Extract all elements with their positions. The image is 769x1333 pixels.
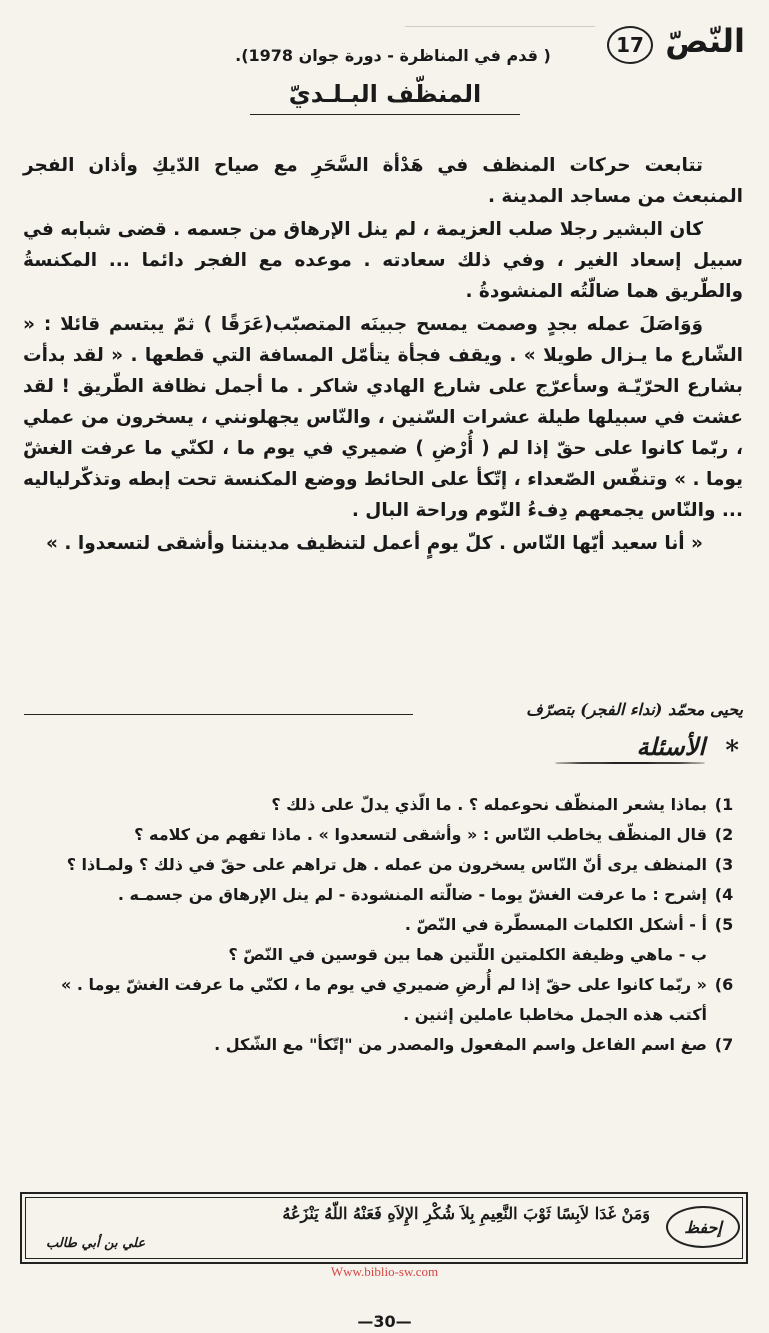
title-underline bbox=[250, 114, 520, 115]
question-item: 5) أ - أشكل الكلمات المسطّرة في النّصّ . bbox=[404, 915, 734, 934]
main-text bbox=[23, 150, 743, 561]
question-item: 1) بماذا يشعر المنظّف نحوعمله ؟ . ما الّذي يدلّ على ذلك ؟ bbox=[271, 795, 734, 814]
title-block bbox=[250, 80, 520, 115]
paragraph: وَوَاصَلَ عمله بجدٍ وصمت يمسح جبينَه المتصبّب(عَرَقًا ) ثمّ يبتسم قائلا : « الشّارع ما يـزال طويلا » . ويقف فجأة يتأمّل المسافة التي قطعها . « لقد بدأت بشارع الحرّيّـة وسأعرّج على شارع الهادي شاكر . ما أجمل نظافة الطّريق ! لقد عشت في سبيلها طيلة عشرات السّنين ، والنّاس يجهلونني ، يسخرون من عملي ، ربّما كانوا على حقّ إذا لم ( أُرْضِ ) ضميري في يوم ما ، لكنّي ما عرفت الغشّ يوما . » وتنفّس الصّعداء ، إتّكأ على الحائط ووضع المكنسة تحت إبطه وتذكّرلياليه ... والنّاس يجمعهم دِفءُ النّوم وراحة البال . bbox=[23, 314, 743, 521]
text-number-badge: 17 bbox=[607, 26, 653, 64]
paragraph: كان البشير رجلا صلب العزيمة ، لم ينل الإرهاق من جسمه . قضى شبابه في سبيل إسعاد الغير ، وفي ذلك سعادته . موعده مع الفجر دائما ... المكنسةُ والطّريق هما ضالّتُه المنشودةُ . bbox=[23, 219, 743, 302]
page-title: المنظّف البـلـديّ bbox=[288, 80, 482, 108]
memorize-label: إحفظ bbox=[666, 1206, 740, 1248]
question-item: 4) إشرح : ما عرفت الغشّ يوما - ضالّته المنشودة - لم ينل الإرهاق من جسمـه . bbox=[117, 885, 734, 904]
author-rule bbox=[24, 714, 413, 715]
question-item: 2) قال المنظّف يخاطب النّاس : « وأشقى لتسعدوا » . ماذا تفهم من كلامه ؟ bbox=[134, 825, 734, 844]
source-line: ( قدم في المناظرة - دورة جوان 1978). bbox=[235, 46, 551, 65]
page-number: —30— bbox=[357, 1312, 412, 1331]
heading-swash bbox=[555, 762, 705, 764]
question-item: 7) صغ اسم الفاعل واسم المفعول والمصدر من "إتّكأ" مع الشّكل . bbox=[214, 1035, 734, 1054]
question-item: 6) « ربّما كانوا على حقّ إذا لم أُرضِ ضميري في يوم ما ، لكنّي ما عرفت الغشّ يوما . » أكتب هذه الجمل مخاطبا عاملين إثنين . bbox=[60, 975, 734, 1024]
author-row bbox=[24, 700, 743, 726]
author-credit: يحيى محمّد (نداء الفجر) بتصرّف bbox=[526, 700, 743, 719]
star-icon: * bbox=[725, 736, 739, 766]
memorize-box bbox=[20, 1192, 748, 1264]
memorize-verse: وَمَنْ غَدَا لاَبِسًا ثَوْبَ النَّعِيمِ بِلاَ شُكْرِ الإِلاَهِ فَعَنْهُ اللّهُ يَنْزَعُهُ bbox=[282, 1204, 650, 1223]
questions-heading bbox=[499, 730, 739, 770]
text-label: النّصّ bbox=[665, 22, 745, 60]
questions-list bbox=[23, 790, 743, 1060]
memorize-poet: علي بن أبي طالب bbox=[46, 1236, 146, 1251]
question-item: 3) المنظف يرى أنّ النّاس يسخرون من عمله . هل تراهم على حقّ في ذلك ؟ ولمـاذا ؟ bbox=[66, 855, 734, 874]
question-subitem: ب - ماهي وظيفة الكلمتين اللّتين هما بين قوسين في النّصّ ؟ bbox=[228, 945, 707, 964]
paragraph: « أنا سعيد أيّها النّاس . كلّ يومٍ أعمل لتنظيف مدينتنا وأشقى لتسعدوا . » bbox=[46, 533, 703, 554]
watermark: Www.biblio-sw.com bbox=[330, 1264, 439, 1279]
header-rule bbox=[405, 26, 595, 27]
paragraph: تتابعت حركات المنظف في هَدْأة السَّحَرِ مع صياح الدّيكِ وأذان الفجر المنبعث من مساجد المدينة . bbox=[23, 155, 743, 207]
questions-title: الأسئلة bbox=[636, 732, 705, 761]
